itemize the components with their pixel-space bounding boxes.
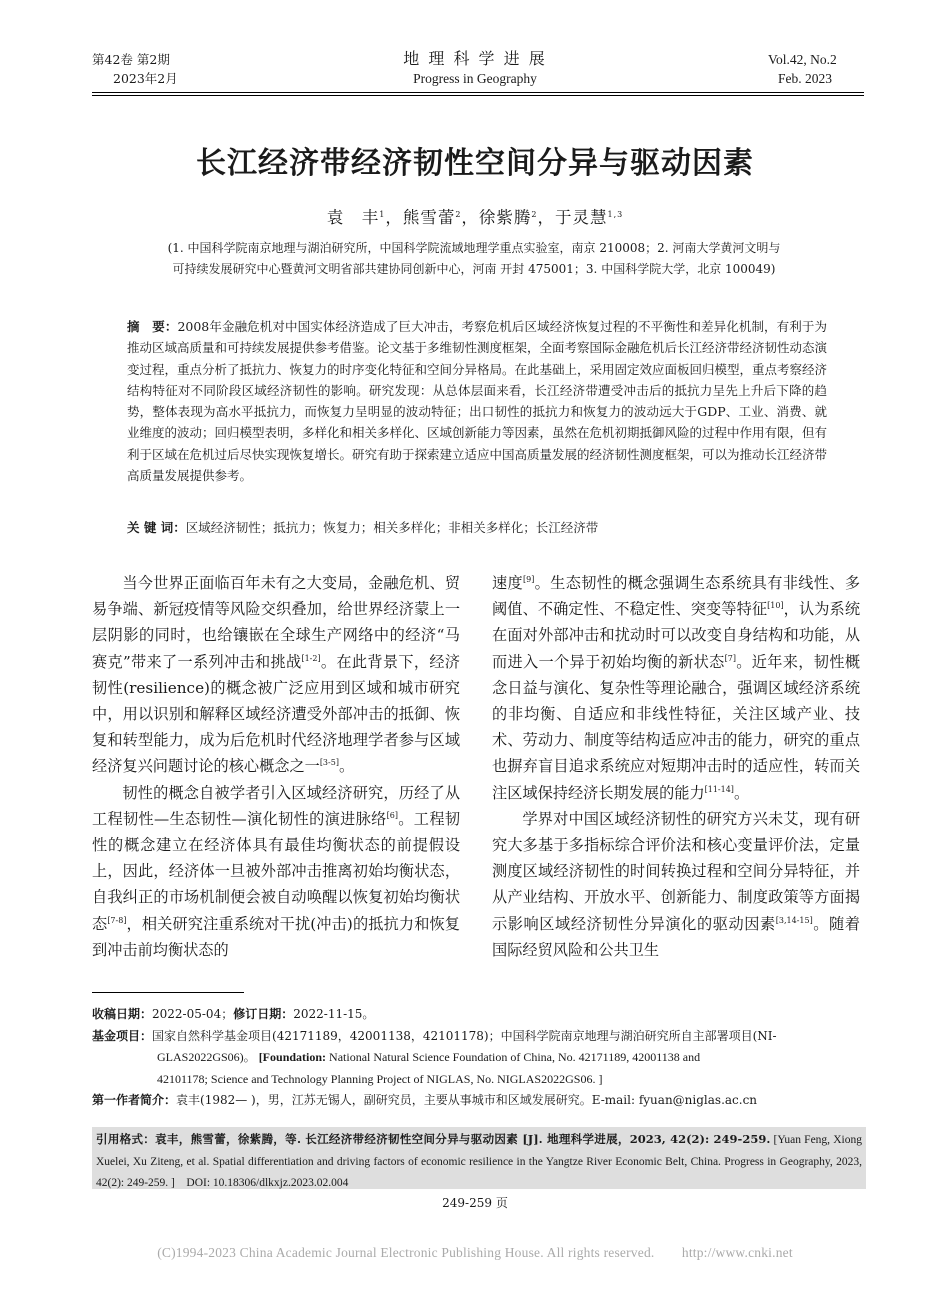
citation-label: 引用格式： <box>96 1132 156 1146</box>
citation-ref[interactable]: [7-8] <box>107 915 127 925</box>
funding-cn-2: GLAS2022GS06)。 <box>157 1050 256 1064</box>
body-left-column <box>92 570 460 963</box>
author-3: ，徐紫腾 <box>461 208 532 227</box>
text-run: 。随着国际经贸风险和公共卫生 <box>492 914 861 959</box>
body-right-column <box>492 570 860 963</box>
author-3-affil: 2 <box>531 210 538 219</box>
funding-line-2 <box>92 1047 864 1069</box>
text-run: 。近年来，韧性概念日益与演化、复杂性等理论融合，强调区域经济系统的非均衡、自适应和非线性特征，关注区域产业、技术、劳动力、制度等结构适应冲击的能力，研究的重点也摒弃盲目追求系统应对短期冲击时的适应性，转而关注区域保持经济长期发展的能力 <box>492 652 861 802</box>
abstract <box>127 316 827 486</box>
author-1-affil: 1 <box>379 210 386 219</box>
journal-title-en: Progress in Geography <box>413 71 537 86</box>
header-rule <box>92 92 864 93</box>
text-run: ，相关研究注重系统对干扰(冲击)的抵抗力和恢复到冲击前均衡状态的 <box>92 914 460 959</box>
text-run: 当今世界正面临百年未有之大变局，金融危机、贸易争端、新冠疫情等风险交织叠加，给世界经济蒙上一层阴影的同时，也给镶嵌在全球生产网络中的经济“马赛克”带来了一系列冲击和挑战 <box>92 574 460 671</box>
first-author-line <box>92 1090 864 1112</box>
received-date: 2022-05-04； <box>152 1007 234 1021</box>
paragraph <box>92 570 460 780</box>
text-run: 。工程韧性的概念建立在经济体具有最佳均衡状态的前提假设上，因此，经济体一旦被外部冲击推离初始均衡状态，自我纠正的市场机制便会被自动唤醒以恢复初始均衡状态 <box>92 809 461 933</box>
paragraph <box>492 806 860 963</box>
date-cn: 2023年2月 <box>113 71 178 86</box>
text-run: 。在此背景下，经济韧性(resilience)的概念被广泛应用到区域和城市研究中，用以识别和解释区域经济遭受外部冲击的抵御、恢复和转型能力，成为后危机时代经济地理学者参与区域经济复兴问题讨论的核心概念之一 <box>92 652 460 776</box>
keywords-label: 关 键 词： <box>127 520 186 535</box>
text-run: ，认为系统在面对外部冲击和扰动时可以改变自身结构和功能，从而进入一个异于初始均衡的新状态 <box>492 600 861 671</box>
citation-ref[interactable]: [11-14] <box>704 784 734 794</box>
text-run: 速度 <box>492 574 524 592</box>
affiliation-line-2: 可持续发展研究中心暨黄河文明省部共建协同创新中心，河南 开封 475001；3. 中国科学院大学，北京 100049) <box>172 262 776 276</box>
abstract-label: 摘 要： <box>127 319 178 334</box>
author-4-affil: 1,3 <box>607 210 624 219</box>
volume-issue-en: Vol.42, No.2 <box>768 52 837 67</box>
cnki-copyright: (C)1994-2023 China Academic Journal Electronic Publishing House. All rights reserved. http://www.cnki.net <box>157 1245 793 1260</box>
footnote-rule <box>92 992 244 993</box>
author-2: ，熊雪蕾 <box>385 208 456 227</box>
citation-ref[interactable]: [9] <box>523 575 535 584</box>
journal-title-cn: 地 理 科 学 进 展 <box>403 49 547 68</box>
text-run: 。生态韧性的概念强调生态系统具有非线性、多阈值、不确定性、不稳定性、突变等特征 <box>492 574 861 619</box>
volume-issue-cn: 第42卷 第2期 <box>92 52 170 67</box>
author-4: ，于灵慧 <box>537 208 608 227</box>
affiliations <box>118 238 830 280</box>
citation-cn: 袁丰，熊雪蕾，徐紫腾，等. 长江经济带经济韧性空间分异与驱动因素 [J]. 地理科学进展，2023, 42(2): 249-259. <box>155 1132 771 1146</box>
citation-ref[interactable]: [10] <box>767 601 784 611</box>
first-author-label: 第一作者简介： <box>92 1093 177 1107</box>
citation-ref[interactable]: [3-5] <box>319 758 339 768</box>
funding-en-label: [Foundation: <box>258 1050 327 1064</box>
paper-title: 长江经济带经济韧性空间分异与驱动因素 <box>196 146 754 181</box>
revised-label: 修订日期： <box>233 1007 294 1021</box>
citation-en: [Yuan Feng, Xiong Xuelei, Xu Ziteng, et al. Spatial differentiation and driving factors of economic resilience in the Yangtze River Economic Belt, China. Progress in Geography, 2023, 42(2): 249-259. ] DOI: 10.18306/dlkxjz.2023.02.004 <box>96 1134 863 1189</box>
text-run: 。 <box>338 757 355 776</box>
citation-ref[interactable]: [7] <box>724 653 736 663</box>
header-rule-2 <box>92 95 864 96</box>
dates-line <box>92 1004 864 1026</box>
text-run: 学界对中国区域经济韧性的研究方兴未艾，现有研究大多基于多指标综合评价法和核心变量评价法，定量测度区域经济韧性的时间转换过程和空间分异特征，并从产业结构、开放水平、创新能力、制度政策等方面揭示影响区域经济韧性分异演化的驱动因素 <box>492 809 860 933</box>
funding-cn: 国家自然科学基金项目(42171189，42001138，42101178)；中国科学院南京地理与湖泊研究所自主部署项目(NI- <box>152 1028 777 1043</box>
first-author-info: 袁丰(1982— )，男，江苏无锡人，副研究员，主要从事城市和区域发展研究。E-mail: fyuan@niglas.ac.cn <box>176 1093 758 1107</box>
page-range: 249-259 页 <box>442 1196 508 1210</box>
affiliation-line-1: (1. 中国科学院南京地理与湖泊研究所，中国科学院流域地理学重点实验室，南京 210008；2. 河南大学黄河文明与 <box>167 241 781 255</box>
paragraph <box>92 780 460 963</box>
citation-ref[interactable]: [1-2] <box>301 653 321 663</box>
abstract-text: 2008年金融危机对中国实体经济造成了巨大冲击，考察危机后区域经济恢复过程的不平衡性和差异化机制，有利于为推动区域高质量和可持续发展提供参考借鉴。论文基于多维韧性测度框架，全面考察国际金融危机后长江经济带经济韧性动态演变过程，重点分析了抵抗力、恢复力的时序变化特征和空间分异格局。在此基础上，采用固定效应面板回归模型，重点考察经济结构特征对不同阶段区域经济韧性的影响。研究发现：从总体层面来看，长江经济带遭受冲击后的抵抗力呈先上升后下降的趋势，整体表现为高水平抵抗力，而恢复力呈明显的波动特征；出口韧性的抵抗力和恢复力的波动远大于GDP、工业、消费、就业维度的波动；回归模型表明，多样化和相关多样化、区域创新能力等因素，虽然在危机初期抵御风险的过程中作用有限，但有利于区域在危机过后尽快实现恢复增长。研究有助于探索建立适应中国高质量发展的经济韧性测度框架，可以为推动长江经济带高质量发展提供参考。 <box>127 319 828 484</box>
citation-box <box>92 1127 866 1189</box>
date-en: Feb. 2023 <box>778 71 832 86</box>
funding-line-3: 42101178; Science and Technology Planning Project of NIGLAS, No. NIGLAS2022GS06. ] <box>157 1071 603 1086</box>
citation-ref[interactable]: [3,14-15] <box>775 915 813 925</box>
author-1: 袁 丰 <box>326 208 380 227</box>
paragraph <box>492 570 860 806</box>
funding-line <box>92 1026 864 1048</box>
funding-label: 基金项目： <box>92 1028 153 1043</box>
footnotes <box>92 1004 864 1112</box>
author-2-affil: 2 <box>455 210 462 219</box>
text-run: 韧性的概念自被学者引入区域经济研究，历经了从工程韧性—生态韧性—演化韧性的演进脉络 <box>92 783 460 828</box>
revised-date: 2022-11-15。 <box>293 1007 375 1021</box>
text-run: 。 <box>733 783 750 802</box>
funding-en: National Natural Science Foundation of China, No. 42171189, 42001138 and <box>326 1050 701 1064</box>
keywords-text: 区域经济韧性；抵抗力；恢复力；相关多样化；非相关多样化；长江经济带 <box>185 520 599 535</box>
received-label: 收稿日期： <box>92 1007 153 1021</box>
keywords <box>127 518 827 538</box>
author-list <box>0 204 950 228</box>
citation-ref[interactable]: [6] <box>386 810 398 820</box>
